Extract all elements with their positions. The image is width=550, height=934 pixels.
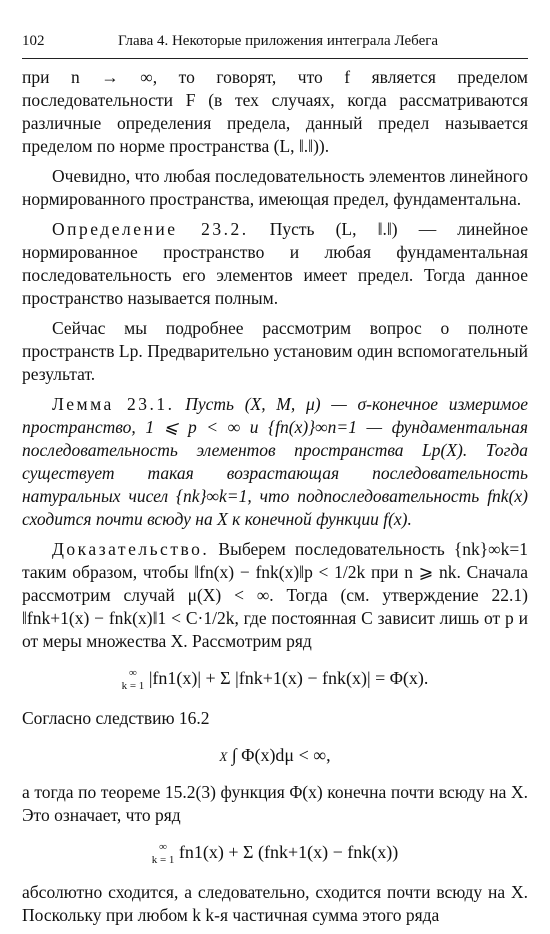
proof	[22, 538, 528, 653]
integral-domain: X	[219, 748, 228, 764]
sum-sign: ∞ k = 1	[121, 667, 145, 692]
paragraph-2: Очевидно, что любая последовательность элементов линейного нормированного пространства, имеющая предел, фундаментальна.	[22, 166, 528, 209]
definition-23-2	[22, 218, 528, 310]
paragraph-5: а тогда по теореме 15.2(3) функция Φ(x) конечна почти всюду на X. Это означает, что ряд	[22, 782, 528, 825]
header-rule	[22, 58, 528, 59]
lemma-text: Пусть (X, M, μ) — σ-конечное измеримое пространство, 1 ⩽ p < ∞ и {fn(x)}∞n=1 — фундаментальная последовательность элементов пространства Lp(X). Тогда существует такая возрастающая последовательность натуральных чисел {nk}∞k=1, что подпоследовательность fnk(x) сходится почти всюду на X к конечной функции f(x).	[22, 394, 528, 529]
page-number: 102	[22, 33, 45, 49]
paragraph-4: Согласно следствию 16.2	[22, 708, 210, 728]
lemma-23-1	[22, 393, 528, 531]
formula-3-text: fn1(x) + Σ (fnk+1(x) − fnk(x))	[178, 842, 399, 863]
proof-text: Выберем последовательность {nk}∞k=1 таким образом, чтобы ‖fn(x) − fnk(x)‖p < 1/2k при n ⩾ nk. Сначала рассмотрим случай μ(X) < ∞. Тогда (см. утверждение 22.1) ‖fnk+1(x) − fnk(x)‖1 < C·1/2k, где постоянная C зависит лишь от p и от меры множества X. Рассмотрим ряд	[22, 539, 528, 651]
paragraph-1: при n → ∞, то говорят, что f является пределом последовательности F (в тех случаях, когда рассматриваются различные определения предела, данный предел называется пределом по норме пространства (L, ‖.‖)).	[22, 67, 528, 156]
lemma-label: Лемма 23.1.	[52, 394, 175, 414]
formula-1-text: |fn1(x)| + Σ |fnk+1(x) − fnk(x)| = Φ(x).	[148, 668, 429, 689]
page-body	[22, 66, 528, 934]
definition-label: Определение 23.2.	[52, 219, 249, 239]
formula-series-phi	[22, 667, 528, 693]
formula-2-text: ∫ Φ(x)dμ < ∞,	[231, 745, 331, 765]
proof-label: Доказательство.	[52, 539, 210, 559]
chapter-title: Глава 4. Некоторые приложения интеграла Лебега	[118, 33, 439, 49]
paragraph-6: абсолютно сходится, а следовательно, сходится почти всюду на X. Поскольку при любом k k-я частичная сумма этого ряда	[22, 882, 528, 925]
definition-text: Пусть (L, ‖.‖) — линейное нормированное пространство и любая фундаментальная последовательность его элементов имеет предел. Тогда данное пространство называется полным.	[22, 219, 529, 308]
formula-integral	[22, 744, 528, 767]
formula-series	[22, 841, 528, 867]
running-header	[22, 33, 528, 50]
sum-sign-2: ∞ k = 1	[151, 841, 175, 866]
paragraph-3: Сейчас мы подробнее рассмотрим вопрос о полноте пространств Lp. Предварительно установим один вспомогательный результат.	[22, 318, 528, 384]
